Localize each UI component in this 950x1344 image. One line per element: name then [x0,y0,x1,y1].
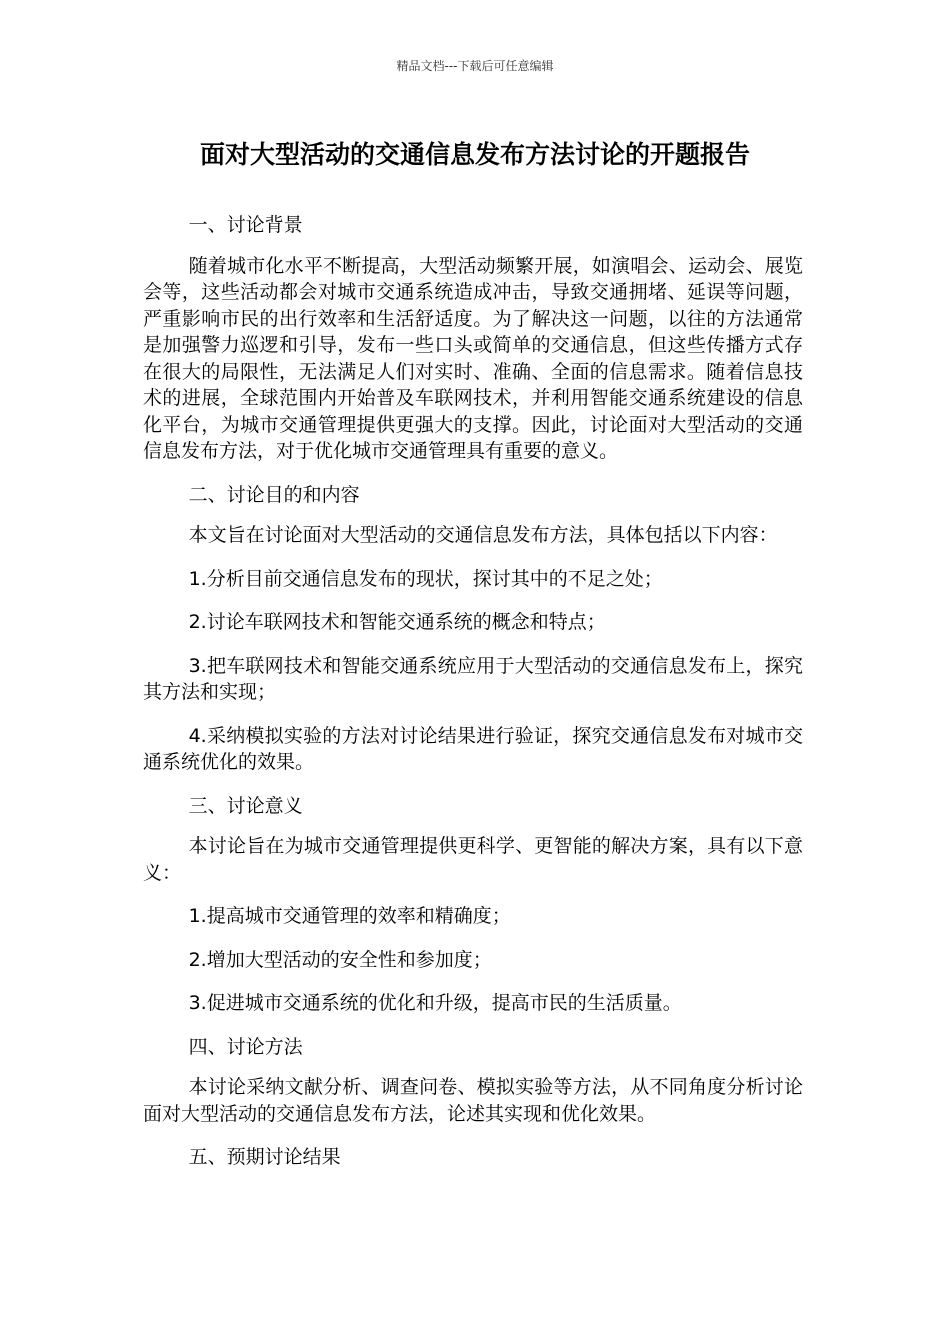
background-paragraph: 随着城市化水平不断提高，大型活动频繁开展，如演唱会、运动会、展览会等，这些活动都会对城市交通系统造成冲击，导致交通拥堵、延误等问题，严重影响市民的出行效率和生活舒适度。为了解决这一问题，以往的方法通常是加强警力巡逻和引导，发布一些口头或简单的交通信息，但这些传播方式存在很大的局限性，无法满足人们对实时、准确、全面的信息需求。随着信息技术的进展，全球范围内开始普及车联网技术，并利用智能交通系统建设的信息化平台，为城市交通管理提供更强大的支撑。因此，讨论面对大型活动的交通信息发布方法，对于优化城市交通管理具有重要的意义。 [143,254,803,462]
purpose-list-item: 1.分析目前交通信息发布的现状，探讨其中的不足之处； [188,567,663,590]
page-header-note: 精品文档---下载后可任意编辑 [396,59,554,73]
section-heading-method: 四、讨论方法 [188,1035,303,1058]
document-title: 面对大型活动的交通信息发布方法讨论的开题报告 [199,140,750,169]
purpose-intro-paragraph: 本文旨在讨论面对大型活动的交通信息发布方法，具体包括以下内容： [188,524,778,546]
significance-list-item: 3.促进城市交通系统的优化和升级，提高市民的生活质量。 [188,992,682,1014]
section-heading-expected-results: 五、预期讨论结果 [188,1146,341,1168]
purpose-list-item: 2.讨论车联网技术和智能交通系统的概念和特点； [188,611,606,633]
section-heading-purpose: 二、讨论目的和内容 [188,483,360,506]
section-heading-significance: 三、讨论意义 [188,794,303,817]
document-body [143,212,803,1185]
significance-list-item: 2.增加大型活动的安全性和参加度； [188,948,492,971]
method-paragraph: 本讨论采纳文献分析、调查问卷、模拟实验等方法，从不同角度分析讨论面对大型活动的交通信息发布方法，论述其实现和优化效果。 [143,1076,803,1125]
significance-intro-paragraph: 本讨论旨在为城市交通管理提供更科学、更智能的解决方案，具有以下意义： [143,835,803,884]
purpose-list-item: 3.把车联网技术和智能交通系统应用于大型活动的交通信息发布上，探究其方法和实现； [143,654,803,703]
section-heading-background: 一、讨论背景 [188,214,303,236]
purpose-list-item: 4.采纳模拟实验的方法对讨论结果进行验证，探究交通信息发布对城市交通系统优化的效果。 [143,724,803,773]
significance-list-item: 1.提高城市交通管理的效率和精确度； [188,905,511,927]
